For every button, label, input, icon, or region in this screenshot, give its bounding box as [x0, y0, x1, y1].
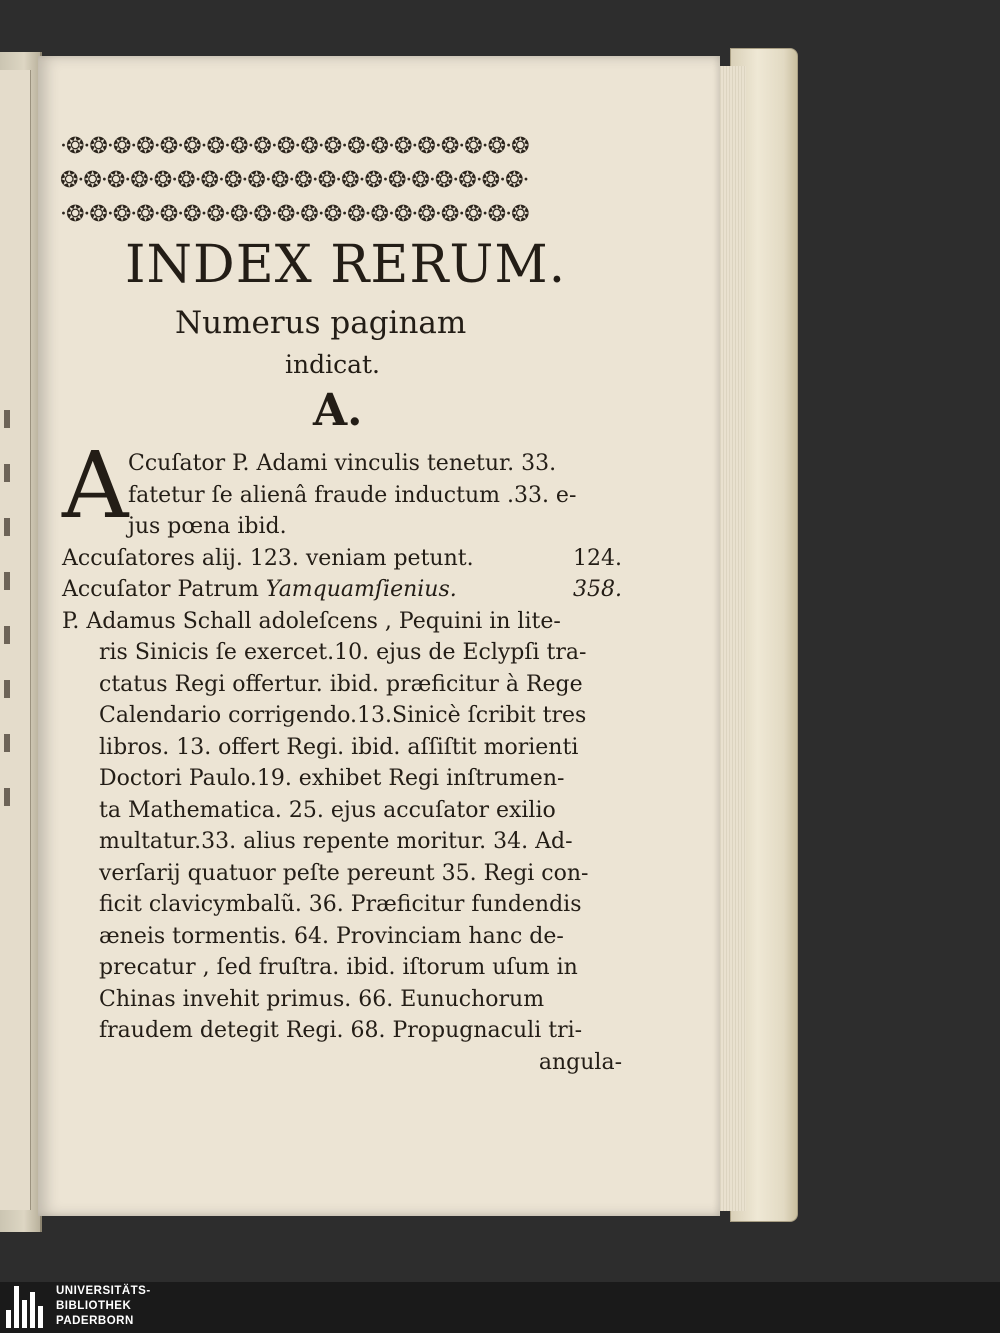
page-title: INDEX RERUM. [125, 235, 567, 295]
left-page-bleed-marks [4, 410, 18, 930]
text-line: ris Sinicis ſe exercet.10. ejus de Eclypſi tra- [99, 640, 587, 665]
text-line: ficit clavicymbalũ. 36. Præficitur fundendis [99, 892, 582, 917]
text-line: Chinas invehit primus. 66. Eunuchorum [99, 986, 545, 1012]
text-line: æneis tormentis. 64. Provinciam hanc de- [99, 923, 564, 949]
text-line: precatur , ſed fruſtra. ibid. iſtorum uſum in [99, 955, 578, 980]
entry-prefix: Accuſator Patrum [62, 577, 259, 602]
subtitle-line-1: Numerus paginam [175, 305, 467, 341]
catchword: angula- [538, 1049, 622, 1075]
entry-adamus-schall: P. Adamus Schall adoleſcens , Pequini in lite- [62, 608, 561, 634]
entry-text [62, 574, 457, 606]
library-name-line: BIBLIOTHEK [56, 1300, 132, 1312]
section-letter: A. [313, 385, 363, 436]
ornament-row: ❂·❂·❂·❂·❂·❂·❂·❂·❂·❂·❂·❂·❂·❂·❂·❂·❂·❂·❂·❂· [60, 168, 529, 193]
index-entries [62, 448, 622, 1078]
text-line: Ccuſator P. Adami vinculis tenetur. 33. [128, 451, 557, 476]
ornament-band [60, 130, 615, 232]
library-footer [0, 1282, 1000, 1333]
library-name-line: PADERBORN [56, 1315, 134, 1327]
left-page-edge [0, 70, 31, 1210]
text-line: Doctori Paulo.19. exhibet Regi inſtrumen- [99, 766, 565, 791]
entry-page: 124. [573, 545, 622, 571]
text-line: ctatus Regi offertur. ibid. præficitur à Rege [99, 671, 583, 697]
text-line: fatetur ſe alienâ fraude inductum .33. e- [128, 482, 577, 508]
library-logo-icon [6, 1286, 50, 1328]
drop-cap: A [62, 432, 129, 539]
library-name-line: UNIVERSITÄTS- [56, 1285, 151, 1297]
ornament-row: ·❂·❂·❂·❂·❂·❂·❂·❂·❂·❂·❂·❂·❂·❂·❂·❂·❂·❂·❂·❂ [60, 134, 529, 159]
text-line: fraudem detegit Regi. 68. Propugnaculi tri- [99, 1018, 583, 1043]
library-name [56, 1284, 151, 1329]
text-line: Calendario corrigendo.13.Sinicè ſcribit tres [99, 703, 587, 728]
entry-text: Accuſatores alij. 123. veniam petunt. [62, 545, 474, 571]
ornament-row: ·❂·❂·❂·❂·❂·❂·❂·❂·❂·❂·❂·❂·❂·❂·❂·❂·❂·❂·❂·❂ [60, 202, 529, 227]
text-line: jus pœna ibid. [128, 514, 287, 539]
text-line: multatur.33. alius repente moritur. 34. Ad- [99, 829, 573, 854]
entry-accusatores [62, 543, 622, 575]
entry-name: Yamquamſienius. [265, 577, 457, 602]
entry-adamus-continuation [62, 637, 622, 1047]
subtitle-line-2: indicat. [285, 350, 380, 379]
text-line: libros. 13. offert Regi. ibid. aſſiſtit morienti [99, 734, 579, 760]
text-line: verſarij quatuor peſte pereunt 35. Regi con- [99, 860, 589, 886]
text-line: ta Mathematica. 25. ejus accuſator exilio [99, 797, 556, 823]
entry-accusator-patrum [62, 574, 622, 606]
entry-accusator [62, 448, 622, 543]
entry-page: 358. [573, 577, 622, 602]
